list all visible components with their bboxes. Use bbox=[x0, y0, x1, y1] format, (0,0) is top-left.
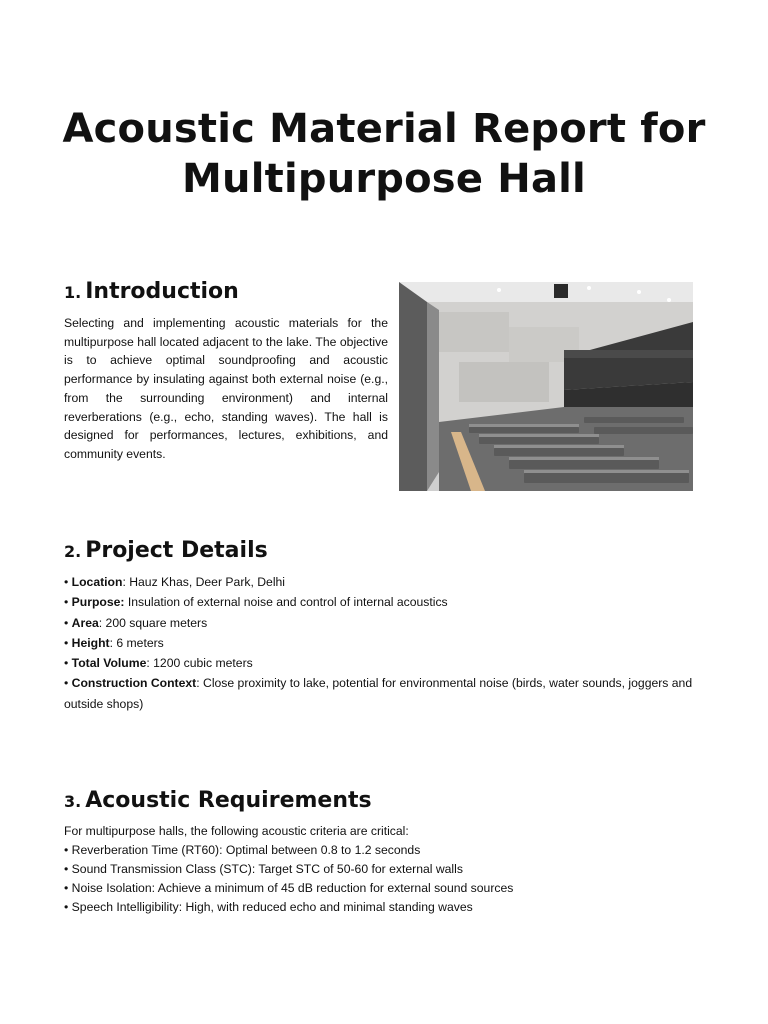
detail-value: 200 square meters bbox=[105, 615, 208, 630]
intro-number: 1. bbox=[64, 283, 82, 302]
list-item: • Reverberation Time (RT60): Optimal between 0.8 to 1.2 seconds bbox=[64, 843, 421, 857]
list-item: • Construction Context: Close proximity to lake, potential for environmental noise (birds, water sounds, joggers and outside shops) bbox=[64, 676, 693, 711]
detail-label: Purpose: bbox=[71, 595, 125, 610]
detail-value: Close proximity to lake, potential for environmental noise (birds, water sounds, joggers and outside shops) bbox=[64, 676, 693, 711]
list-item: • Sound Transmission Class (STC): Target STC of 50-60 for external walls bbox=[64, 862, 463, 876]
list-item: • Speech Intelligibility: High, with reduced echo and minimal standing waves bbox=[64, 900, 473, 914]
title-line-2: Multipurpose Hall bbox=[182, 156, 586, 202]
title-line-1: Acoustic Material Report for bbox=[62, 106, 706, 152]
list-item: • Total Volume: 1200 cubic meters bbox=[64, 656, 253, 671]
detail-value: 6 meters bbox=[116, 635, 164, 650]
detail-label: Total Volume bbox=[71, 656, 147, 671]
project-heading-text: Project Details bbox=[85, 538, 268, 563]
project-number: 2. bbox=[64, 542, 82, 561]
list-item: • Height: 6 meters bbox=[64, 635, 164, 650]
intro-heading bbox=[64, 278, 239, 307]
detail-value: Hauz Khas, Deer Park, Delhi bbox=[129, 575, 286, 589]
document-title bbox=[40, 104, 728, 204]
auditorium-photo bbox=[399, 282, 693, 491]
acoustic-heading bbox=[64, 787, 372, 816]
detail-label: Location bbox=[71, 575, 123, 589]
acoustic-number: 3. bbox=[64, 792, 82, 811]
project-details-list bbox=[64, 572, 704, 714]
detail-label: Construction Context bbox=[71, 676, 197, 691]
list-item: • Purpose: Insulation of external noise and control of internal acoustics bbox=[64, 595, 448, 610]
list-item: • Location: Hauz Khas, Deer Park, Delhi bbox=[64, 575, 286, 589]
detail-value: 1200 cubic meters bbox=[153, 656, 253, 671]
project-heading bbox=[64, 537, 268, 566]
intro-heading-text: Introduction bbox=[85, 279, 239, 304]
intro-paragraph: Selecting and implementing acoustic materials for the multipurpose hall located adjacent to the lake. The objective is to achieve optimal soundproofing and acoustic performance by insulating against both external noise (e.g., from the surrounding environment) and internal reverberations (e.g., echo, standing waves). The hall is designed for performances, lectures, exhibitions, and community events. bbox=[64, 316, 388, 461]
list-item: • Noise Isolation: Achieve a minimum of 45 dB reduction for external sound sources bbox=[64, 881, 514, 895]
acoustic-heading-text: Acoustic Requirements bbox=[85, 788, 372, 813]
acoustic-intro: For multipurpose halls, the following acoustic criteria are critical: bbox=[64, 824, 409, 838]
list-item: • Area: 200 square meters bbox=[64, 615, 208, 630]
detail-value: Insulation of external noise and control of internal acoustics bbox=[127, 595, 448, 610]
acoustic-requirements-list bbox=[64, 822, 704, 917]
detail-label: Height bbox=[71, 635, 110, 650]
detail-label: Area bbox=[71, 615, 99, 630]
